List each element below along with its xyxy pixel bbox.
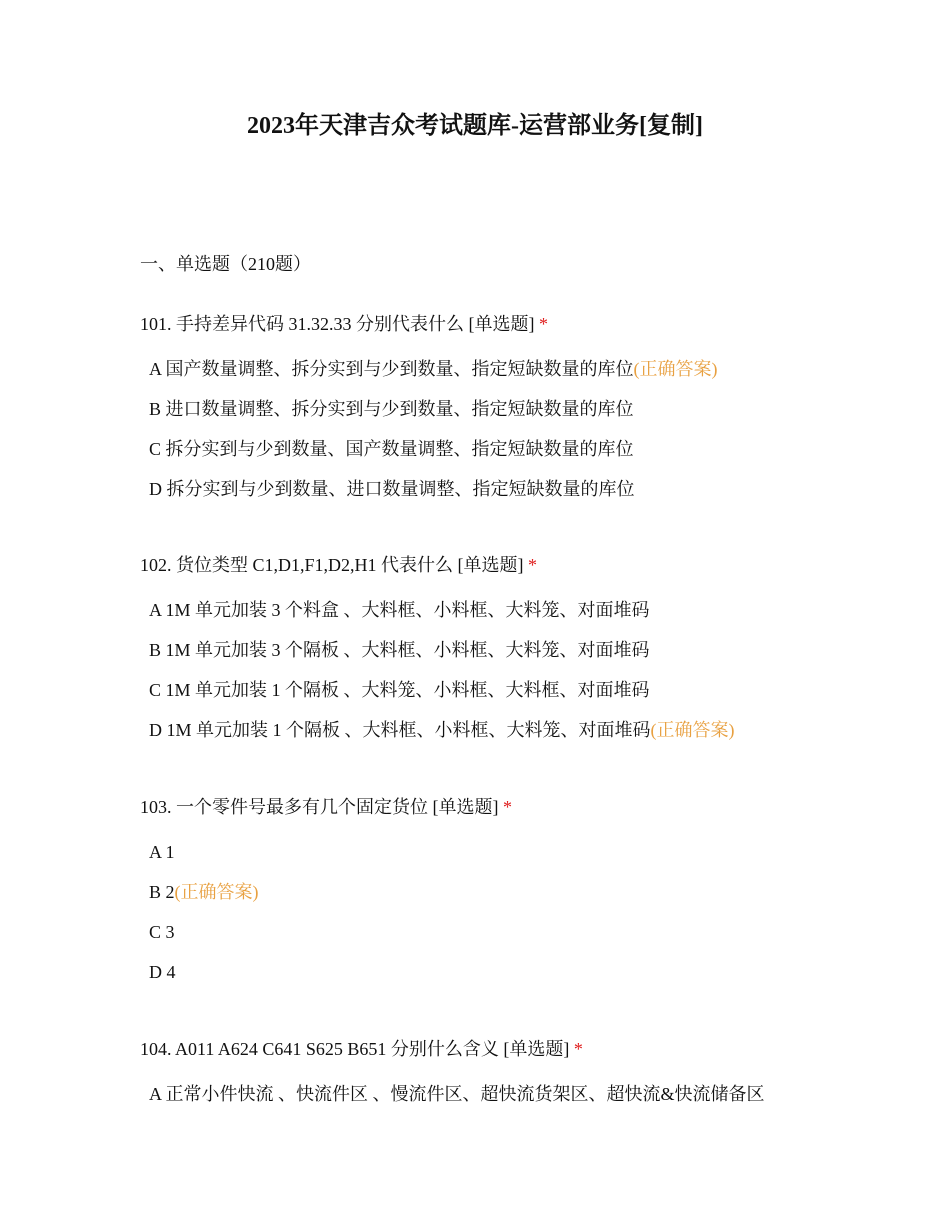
option-a[interactable] [149,355,718,383]
option-text: B 2 [149,882,175,902]
option-a[interactable] [149,596,650,624]
required-mark: * [573,1039,583,1059]
option-d[interactable] [149,475,635,503]
question-stem-text: 101. 手持差异代码 31.32.33 分别代表什么 [单选题] [140,314,535,334]
option-d[interactable] [149,716,735,744]
question-stem-text: 103. 一个零件号最多有几个固定货位 [单选题] [140,797,499,817]
option-c[interactable] [149,435,634,463]
correct-answer-tag: (正确答案) [650,720,735,740]
correct-answer-tag: (正确答案) [633,359,718,379]
correct-answer-tag: (正确答案) [174,882,259,902]
option-text: A 国产数量调整、拆分实到与少到数量、指定短缺数量的库位 [149,359,634,379]
option-text: B 1M 单元加装 3 个隔板 、大料框、小料框、大料笼、对面堆码 [149,640,650,660]
section-heading: 一、单选题（210题） [140,254,311,274]
question-stem [140,310,900,338]
option-text: D 1M 单元加装 1 个隔板 、大料框、小料框、大料笼、对面堆码 [149,720,651,740]
option-text: A 1 [149,842,175,862]
option-text: A 正常小件快流 、快流件区 、慢流件区、超快流货架区、超快流&快流储备区 [149,1084,765,1104]
option-text: D 4 [149,962,176,982]
option-c[interactable] [149,918,175,946]
question-stem [140,1035,900,1063]
option-a[interactable] [149,1080,765,1108]
required-mark: * [528,555,538,575]
required-mark: * [539,314,548,334]
document-title: 2023年天津吉众考试题库-运营部业务[复制] [247,113,703,139]
option-a[interactable] [149,838,175,866]
option-text: A 1M 单元加装 3 个料盒 、大料框、小料框、大料笼、对面堆码 [149,600,650,620]
option-text: D 拆分实到与少到数量、进口数量调整、指定短缺数量的库位 [149,479,635,499]
option-text: C 拆分实到与少到数量、国产数量调整、指定短缺数量的库位 [149,439,634,459]
question-stem-text: 104. A011 A624 C641 S625 B651 分别什么含义 [单选题] [140,1039,570,1059]
option-text: C 1M 单元加装 1 个隔板 、大料笼、小料框、大料框、对面堆码 [149,680,650,700]
question-stem [140,793,900,821]
required-mark: * [503,797,512,817]
question-101 [140,310,900,499]
question-102 [140,551,900,740]
option-b[interactable] [149,395,634,423]
question-104 [140,1035,900,1104]
question-stem-text: 102. 货位类型 C1,D1,F1,D2,H1 代表什么 [单选题] [140,555,524,575]
question-stem [140,551,900,579]
question-103 [140,793,900,982]
option-text: C 3 [149,922,175,942]
option-text: B 进口数量调整、拆分实到与少到数量、指定短缺数量的库位 [149,399,634,419]
option-c[interactable] [149,676,650,704]
option-d[interactable] [149,958,176,986]
option-b[interactable] [149,636,650,664]
option-b[interactable] [149,878,259,906]
